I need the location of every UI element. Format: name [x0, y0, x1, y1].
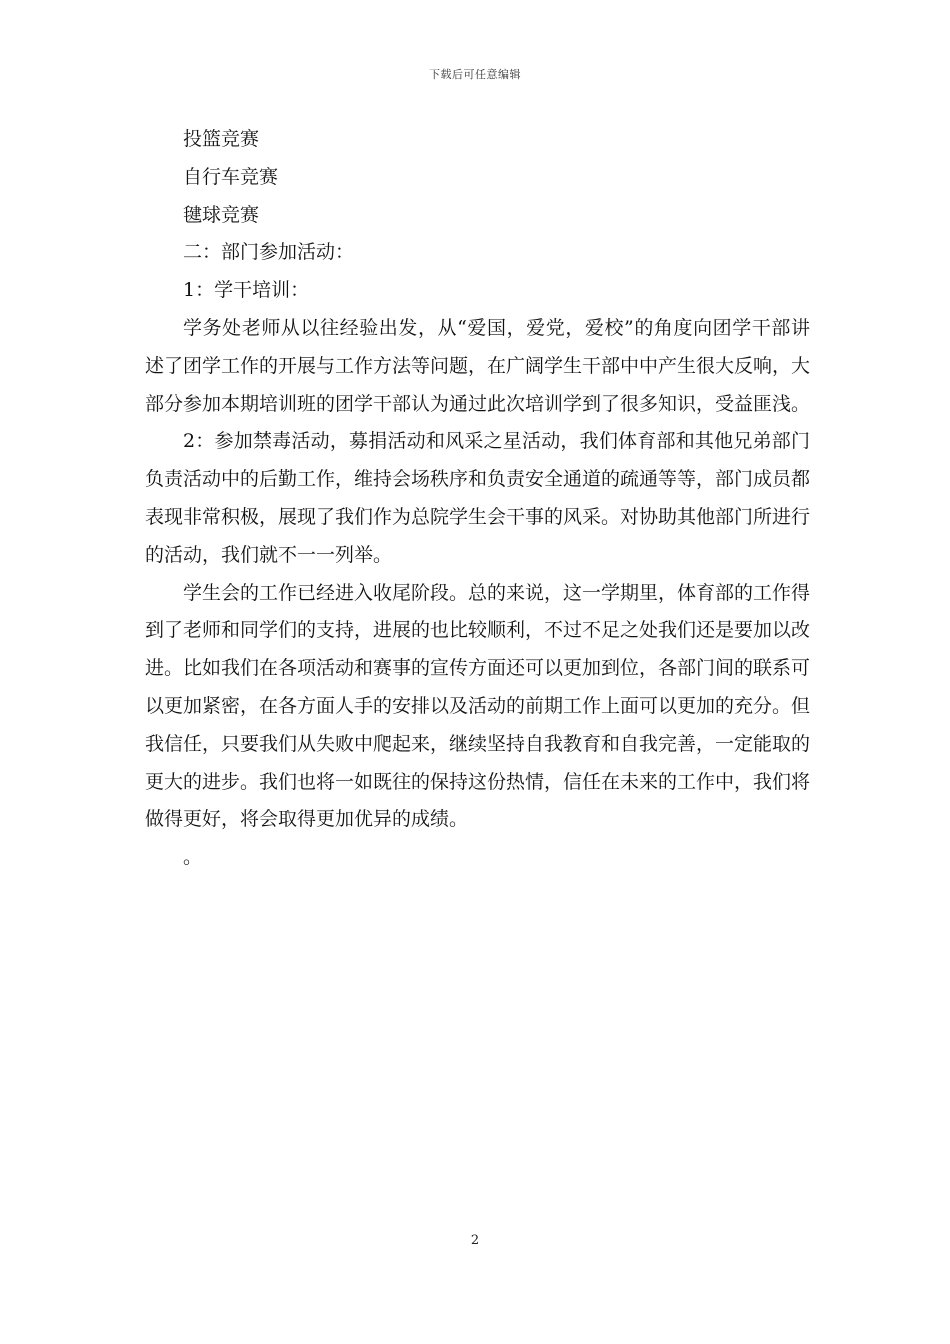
page-header: 下载后可任意编辑: [429, 68, 521, 81]
paragraph-summary: 学生会的工作已经进入收尾阶段。总的来说，这一学期里，体育部的工作得到了老师和同学们的支持，进展的也比较顺利，不过不足之处我们还是要加以改进。比如我们在各项活动和赛事的宣传方面还可以更加到位，各部门间的联系可以更加紧密，在各方面人手的安排以及活动的前期工作上面可以更加的充分。但我信任，只要我们从失败中爬起来，继续坚持自我教育和自我完善，一定能取的更大的进步。我们也将一如既往的保持这份热情，信任在未来的工作中，我们将做得更好，将会取得更加优异的成绩。: [145, 581, 811, 831]
document-body: [145, 121, 810, 877]
list-item-basketball: 投篮竞赛: [183, 128, 260, 150]
subsection-heading: 1：学干培训：: [183, 279, 310, 302]
list-item-cycling: 自行车竞赛: [183, 165, 279, 188]
closing-mark: 。: [183, 846, 203, 869]
list-item-shuttlecock: 毽球竞赛: [183, 203, 260, 226]
paragraph-training: 学务处老师从以往经验出发，从“爱国，爱党，爱校”的角度向团学干部讲述了团学工作的开展与工作方法等问题，在广阔学生干部中中产生很大反响，大部分参加本期培训班的团学干部认为通过此次培训学到了很多知识，受益匪浅。: [145, 316, 811, 415]
paragraph-activities: 2：参加禁毒活动，募捐活动和风采之星活动，我们体育部和其他兄弟部门负责活动中的后勤工作，维持会场秩序和负责安全通道的疏通等等，部门成员都表现非常积极，展现了我们作为总院学生会干事的风采。对协助其他部门所进行的活动，我们就不一一列举。: [145, 430, 811, 566]
section-heading: 二：部门参加活动：: [183, 241, 355, 264]
page-number: 2: [470, 1233, 480, 1248]
